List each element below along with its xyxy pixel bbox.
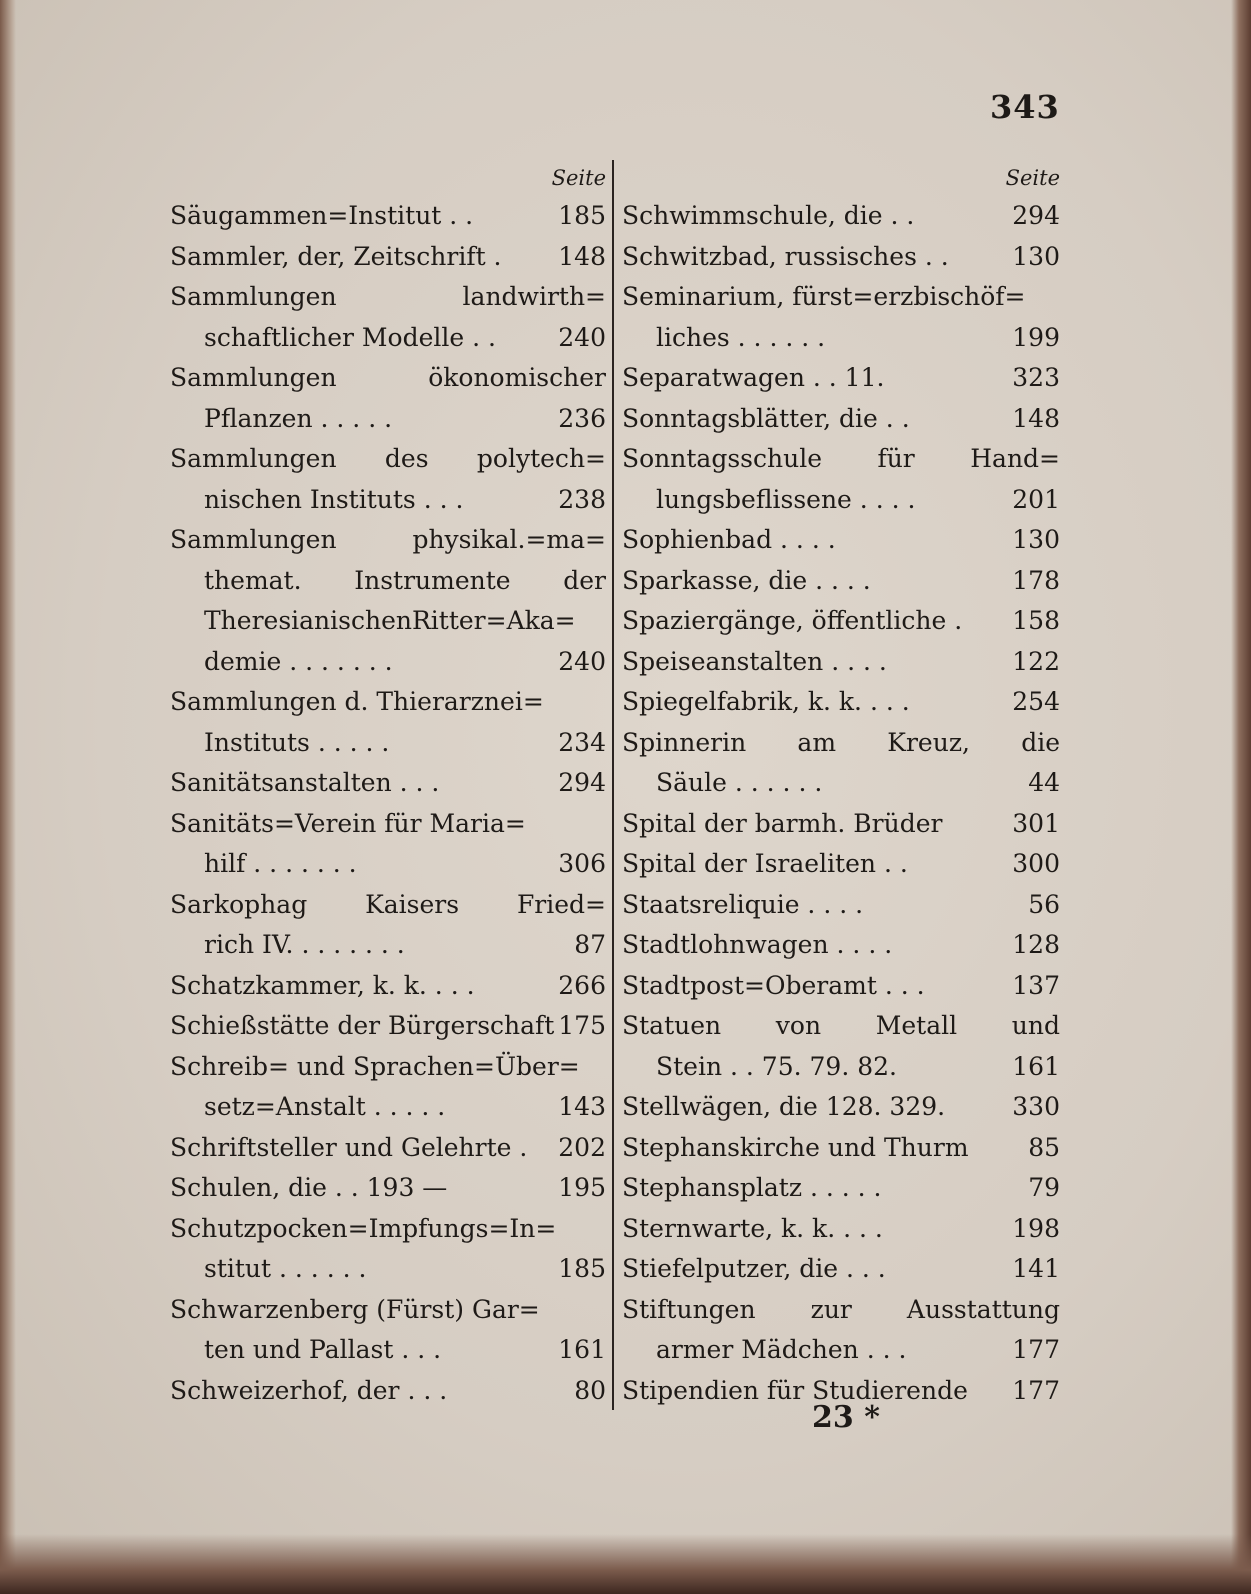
index-entry-line <box>622 763 1060 804</box>
index-entry-page: 141 <box>1012 1254 1060 1283</box>
index-entry-line <box>170 601 606 642</box>
index-entry-text: stitut . . . . . . <box>204 1254 367 1283</box>
index-entry-text: Schießstätte der Bürgerschaft <box>170 1011 555 1040</box>
index-entry-text: Sparkasse, die . . . . <box>622 565 871 595</box>
index-entry-line <box>170 682 606 723</box>
index-entry-line <box>622 1249 1060 1290</box>
index-entry-line <box>170 399 606 440</box>
index-entry-line <box>622 682 1060 723</box>
index-entry-line <box>170 358 606 399</box>
index-entry-page: 87 <box>574 930 606 959</box>
index-entry-text: Sammlungen landwirth= <box>170 282 606 311</box>
index-entry-line <box>622 1128 1060 1169</box>
index-entry-page: 236 <box>558 403 606 433</box>
index-entry-page: 240 <box>558 646 606 676</box>
index-entry-line <box>170 1047 606 1088</box>
index-entry-text: Schulen, die . . 193 — <box>170 1173 448 1202</box>
index-entry-line <box>622 804 1060 845</box>
index-entry-page: 238 <box>558 484 606 514</box>
index-entry-text: Stipendien für Studierende <box>622 1375 968 1405</box>
index-entry-page: 254 <box>1012 687 1060 716</box>
index-entry-text: Sammler, der, Zeitschrift . <box>170 241 502 271</box>
index-entry-text: Instituts . . . . . <box>204 727 390 757</box>
index-entry-line <box>170 1209 606 1250</box>
index-entry-text: Statuen von Metall und <box>622 1011 1060 1040</box>
index-entry-line <box>170 763 606 804</box>
index-entry-text: Schwitzbad, russisches . . <box>622 241 949 271</box>
index-entry-text: Sammlungen ökonomischer <box>170 363 606 392</box>
index-entry-line <box>170 277 606 318</box>
index-entry-line <box>622 1290 1060 1331</box>
index-entry-line <box>170 1128 606 1169</box>
index-entry-text: Spital der barmh. Brüder <box>622 808 943 838</box>
index-entry-line <box>622 885 1060 926</box>
index-entry-text: hilf . . . . . . . <box>204 849 357 878</box>
index-entry-text: Schwarzenberg (Fürst) Gar= <box>170 1294 540 1324</box>
index-entry-text: Stein . . 75. 79. 82. <box>656 1051 897 1081</box>
index-entry-page: 301 <box>1012 808 1060 838</box>
index-entry-line <box>170 723 606 764</box>
index-entry-text: Schatzkammer, k. k. . . . <box>170 970 475 1000</box>
index-entry-line <box>622 196 1060 237</box>
index-entry-line <box>170 1330 606 1371</box>
index-entry-page: 56 <box>1028 889 1060 919</box>
index-entry-page: 323 <box>1012 363 1060 392</box>
index-entry-text: Säugammen=Institut . . <box>170 201 474 230</box>
index-entry-line <box>170 642 606 683</box>
index-entry-line <box>170 1249 606 1290</box>
index-list <box>170 196 606 1411</box>
index-entry-line <box>622 966 1060 1007</box>
page-right-edge <box>1231 0 1251 1594</box>
index-entry-page: 148 <box>1012 403 1060 433</box>
index-entry-line <box>170 439 606 480</box>
index-entry-page: 178 <box>1012 565 1060 595</box>
index-entry-page: 198 <box>1012 1213 1060 1243</box>
index-entry-line <box>170 561 606 602</box>
index-entry-text: Sternwarte, k. k. . . . <box>622 1213 883 1243</box>
index-entry-line <box>170 885 606 926</box>
index-entry-page: 137 <box>1012 970 1060 1000</box>
index-entry-page: 294 <box>1012 201 1060 230</box>
index-entry-line <box>170 318 606 359</box>
index-entry-text: Stadtpost=Oberamt . . . <box>622 970 925 1000</box>
index-entry-page: 266 <box>558 970 606 1000</box>
index-entry-line <box>170 1371 606 1412</box>
index-entry-text: Sanitätsanstalten . . . <box>170 768 440 797</box>
index-entry-line <box>170 1168 606 1209</box>
column-header-seite: Seite <box>551 166 606 190</box>
index-entry-text: Stephanskirche und Thurm <box>622 1132 969 1162</box>
column-divider <box>612 160 614 1410</box>
index-entry-page: 240 <box>558 322 606 352</box>
index-entry-line <box>622 318 1060 359</box>
index-entry-text: Sarkophag Kaisers Fried= <box>170 889 606 919</box>
index-entry-page: 44 <box>1028 768 1060 797</box>
index-entry-text: ten und Pallast . . . <box>204 1335 442 1364</box>
index-entry-text: Spital der Israeliten . . <box>622 849 908 878</box>
index-entry-line <box>170 844 606 885</box>
index-entry-line <box>622 844 1060 885</box>
index-entry-line <box>622 642 1060 683</box>
index-entry-text: Spaziergänge, öffentliche . <box>622 606 963 635</box>
index-entry-text: Schwimmschule, die . . <box>622 201 915 230</box>
index-entry-page: 195 <box>558 1173 606 1202</box>
index-entry-page: 79 <box>1028 1173 1060 1202</box>
index-entry-line <box>622 399 1060 440</box>
index-entry-text: Sammlungen d. Thierarznei= <box>170 687 544 716</box>
index-entry-text: Spiegelfabrik, k. k. . . . <box>622 687 910 716</box>
index-entry-text: Separatwagen . . 11. <box>622 363 885 392</box>
index-entry-text: Stephansplatz . . . . . <box>622 1173 882 1202</box>
index-entry-line <box>170 1290 606 1331</box>
index-entry-text: Sonntagsschule für Hand= <box>622 444 1060 473</box>
index-entry-line <box>622 1087 1060 1128</box>
index-entry-text: TheresianischenRitter=Aka= <box>204 606 576 635</box>
index-entry-text: Schriftsteller und Gelehrte . <box>170 1132 528 1162</box>
index-entry-text: setz=Anstalt . . . . . <box>204 1092 446 1121</box>
index-entry-text: Pflanzen . . . . . <box>204 403 393 433</box>
index-entry-line <box>170 804 606 845</box>
page-bottom-edge <box>0 1534 1251 1594</box>
index-column-right <box>622 160 1060 1411</box>
index-entry-text: Stadtlohnwagen . . . . <box>622 930 893 959</box>
index-entry-line <box>622 1168 1060 1209</box>
index-entry-text: armer Mädchen . . . <box>656 1335 907 1364</box>
index-entry-page: 122 <box>1012 646 1060 676</box>
index-entry-page: 143 <box>558 1092 606 1121</box>
index-entry-line <box>622 1330 1060 1371</box>
index-entry-line <box>170 1087 606 1128</box>
index-entry-page: 199 <box>1012 322 1060 352</box>
index-entry-line <box>622 237 1060 278</box>
index-entry-page: 177 <box>1012 1335 1060 1364</box>
index-entry-page: 80 <box>574 1375 606 1405</box>
index-entry-text: Sammlungen des polytech= <box>170 444 606 473</box>
index-entry-text: lungsbeflissene . . . . <box>656 484 916 514</box>
index-entry-page: 306 <box>558 849 606 878</box>
index-entry-text: Spinnerin am Kreuz, die <box>622 727 1060 757</box>
index-list <box>622 196 1060 1411</box>
index-entry-text: Stellwägen, die 128. 329. <box>622 1092 946 1121</box>
index-entry-line <box>622 601 1060 642</box>
index-entry-text: Sophienbad . . . . <box>622 525 836 554</box>
index-entry-line <box>170 520 606 561</box>
index-entry-page: 128 <box>1012 930 1060 959</box>
index-entry-line <box>622 480 1060 521</box>
index-entry-line <box>622 925 1060 966</box>
index-entry-text: rich IV. . . . . . . . <box>204 930 405 959</box>
index-entry-line <box>622 1006 1060 1047</box>
index-entry-page: 294 <box>558 768 606 797</box>
index-entry-text: Schreib= und Sprachen=Über= <box>170 1051 580 1081</box>
index-entry-line <box>170 480 606 521</box>
page-left-edge <box>0 0 16 1594</box>
index-entry-line <box>170 1006 606 1047</box>
index-entry-text: Sanitäts=Verein für Maria= <box>170 808 526 838</box>
index-entry-page: 161 <box>1012 1051 1060 1081</box>
index-entry-page: 130 <box>1012 525 1060 554</box>
index-entry-text: Sonntagsblätter, die . . <box>622 403 910 433</box>
index-entry-text: Säule . . . . . . <box>656 768 823 797</box>
page-number: 343 <box>990 88 1060 126</box>
index-entry-text: Seminarium, fürst=erzbischöf= <box>622 282 1026 311</box>
index-entry-text: Stiefelputzer, die . . . <box>622 1254 886 1283</box>
index-entry-line <box>622 723 1060 764</box>
index-entry-page: 300 <box>1012 849 1060 878</box>
index-entry-page: 161 <box>558 1335 606 1364</box>
index-entry-page: 130 <box>1012 241 1060 271</box>
index-entry-text: schaftlicher Modelle . . <box>204 322 496 352</box>
index-entry-line <box>170 196 606 237</box>
index-entry-line <box>622 520 1060 561</box>
index-entry-line <box>622 277 1060 318</box>
index-entry-page: 175 <box>558 1011 606 1040</box>
index-entry-line <box>622 358 1060 399</box>
index-entry-text: Sammlungen physikal.=ma= <box>170 525 606 554</box>
index-entry-line <box>170 925 606 966</box>
index-entry-text: demie . . . . . . . <box>204 646 393 676</box>
index-entry-page: 185 <box>558 1254 606 1283</box>
index-entry-page: 177 <box>1012 1375 1060 1405</box>
index-column-left <box>170 160 606 1411</box>
index-entry-page: 330 <box>1012 1092 1060 1121</box>
index-entry-text: liches . . . . . . <box>656 322 826 352</box>
index-entry-page: 234 <box>558 727 606 757</box>
index-entry-page: 158 <box>1012 606 1060 635</box>
index-entry-line <box>622 439 1060 480</box>
column-header-seite: Seite <box>1005 166 1060 190</box>
index-entry-text: nischen Instituts . . . <box>204 484 464 514</box>
index-entry-line <box>622 1209 1060 1250</box>
index-entry-page: 148 <box>558 241 606 271</box>
index-entry-page: 85 <box>1028 1132 1060 1162</box>
index-entry-page: 185 <box>558 201 606 230</box>
index-entry-page: 201 <box>1012 484 1060 514</box>
signature-mark: 23 * <box>812 1400 880 1435</box>
index-entry-line <box>170 966 606 1007</box>
index-entry-line <box>622 1047 1060 1088</box>
index-entry-text: themat. Instrumente der <box>204 565 606 595</box>
index-entry-line <box>622 561 1060 602</box>
index-entry-line <box>170 237 606 278</box>
index-entry-text: Stiftungen zur Ausstattung <box>622 1294 1060 1324</box>
index-entry-text: Schutzpocken=Impfungs=In= <box>170 1213 557 1243</box>
index-entry-page: 202 <box>558 1132 606 1162</box>
index-entry-text: Speiseanstalten . . . . <box>622 646 887 676</box>
index-entry-text: Schweizerhof, der . . . <box>170 1375 448 1405</box>
index-entry-text: Staatsreliquie . . . . <box>622 889 864 919</box>
